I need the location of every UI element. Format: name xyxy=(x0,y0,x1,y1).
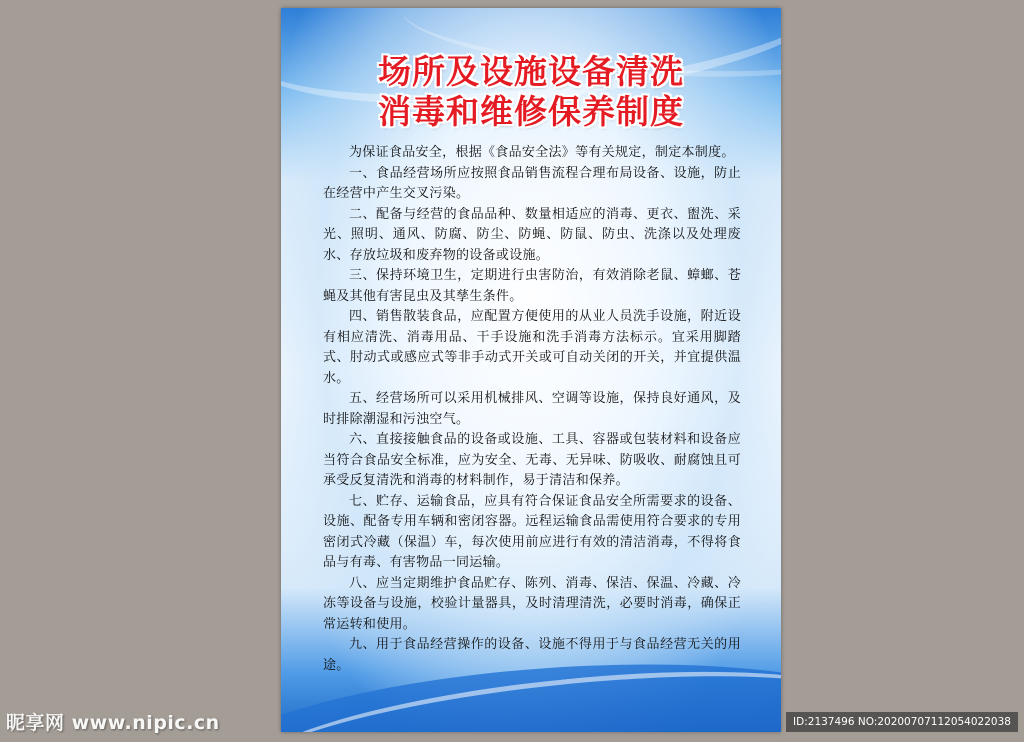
poster xyxy=(281,8,781,732)
clause-4: 四、销售散装食品，应配置方便使用的从业人员洗手设施，附近设有相应清洗、消毒用品、干手设施和洗手消毒方法标示。宜采用脚踏式、肘动式或感应式等非手动式开关或可自动关闭的开关，并宜提供温水。 xyxy=(323,309,741,386)
clause-8: 八、应当定期维护食品贮存、陈列、消毒、保洁、保温、冷藏、冷冻等设备与设施，校验计量器具，及时清理清洗，必要时消毒，确保正常运转和使用。 xyxy=(323,575,741,632)
image-id-watermark: ID:2137496 NO:20200707112054022038 xyxy=(786,712,1018,732)
regulation-body xyxy=(323,143,741,676)
clause-6: 六、直接接触食品的设备或设施、工具、容器或包装材料和设备应当符合食品安全标准，应为安全、无毒、无异味、防吸收、耐腐蚀且可承受反复清洗和消毒的材料制作，易于清洁和保养。 xyxy=(323,432,741,488)
clause-5: 五、经营场所可以采用机械排风、空调等设施，保持良好通风，及时排除潮湿和污浊空气。 xyxy=(323,391,741,427)
clause-7: 七、贮存、运输食品，应具有符合保证食品安全所需要求的设备、设施、配备专用车辆和密闭容器。远程运输食品需使用符合要求的专用密闭式冷藏（保温）车，每次使用前应进行有效的清洁消毒，不得将食品与有毒、有害物品一同运输。 xyxy=(323,493,741,570)
intro-paragraph: 为保证食品安全，根据《食品安全法》等有关规定，制定本制度。 xyxy=(349,145,735,160)
clause-2: 二、配备与经营的食品品种、数量相适应的消毒、更衣、盥洗、采光、照明、通风、防腐、防尘、防蝇、防鼠、防虫、洗涤以及处理废水、存放垃圾和废弃物的设备或设施。 xyxy=(323,206,741,263)
clause-3: 三、保持环境卫生，定期进行虫害防治，有效消除老鼠、蟑螂、苍蝇及其他有害昆虫及其孳生条件。 xyxy=(323,268,741,304)
poster-title-line-2: 消毒和维修保养制度 xyxy=(378,92,684,131)
poster-title-line-1: 场所及设施设备清洗 xyxy=(378,52,684,91)
site-watermark: 昵享网 www.nipic.cn xyxy=(6,712,220,734)
clause-9: 九、用于食品经营操作的设备、设施不得用于与食品经营无关的用途。 xyxy=(323,637,741,673)
poster-title xyxy=(281,52,781,132)
clause-1: 一、食品经营场所应按照食品销售流程合理布局设备、设施，防止在经营中产生交叉污染。 xyxy=(323,165,741,201)
